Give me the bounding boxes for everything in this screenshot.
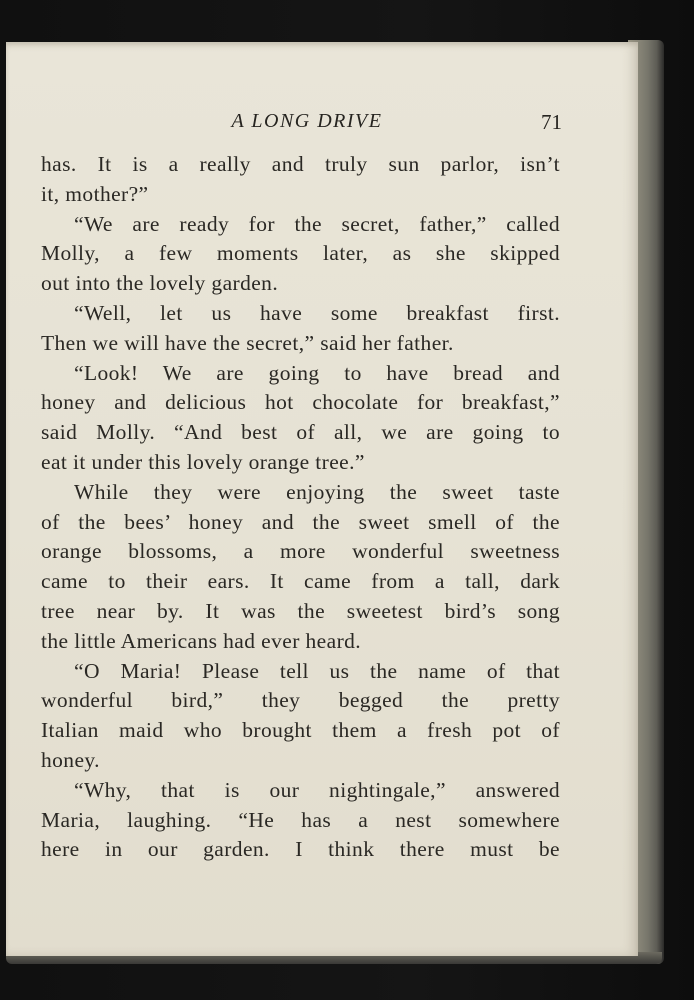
text-line: eat it under this lovely orange tree.” bbox=[41, 449, 365, 474]
text-line: Maria, laughing. “He has a nest somewhere bbox=[41, 807, 560, 832]
text-line: honey and delicious hot chocolate for breakfast,” bbox=[41, 390, 560, 415]
running-title: A LONG DRIVE bbox=[231, 110, 383, 132]
text-line: honey. bbox=[41, 747, 100, 772]
text-line: Then we will have the secret,” said her father. bbox=[41, 330, 454, 355]
text-line: of the bees’ honey and the sweet smell of the bbox=[41, 509, 560, 534]
text-line: the little Americans had ever heard. bbox=[41, 628, 362, 653]
running-header bbox=[6, 110, 638, 140]
text-line: Molly, a few moments later, as she skipped bbox=[41, 241, 560, 266]
text-line: “O Maria! Please tell us the name of that bbox=[74, 658, 560, 683]
text-line: orange blossoms, a more wonderful sweetness bbox=[41, 539, 560, 564]
text-line: While they were enjoying the sweet taste bbox=[74, 479, 560, 504]
text-line: has. It is a really and truly sun parlor, isn’t bbox=[41, 152, 560, 176]
body-text bbox=[41, 150, 560, 865]
text-line: tree near by. It was the sweetest bird’s song bbox=[41, 598, 560, 623]
text-line: said Molly. “And best of all, we are going to bbox=[41, 420, 560, 445]
text-line: “Why, that is our nightingale,” answered bbox=[74, 777, 560, 802]
text-line: Italian maid who brought them a fresh pot of bbox=[41, 718, 560, 743]
text-line: out into the lovely garden. bbox=[41, 271, 279, 296]
text-line: wonderful bird,” they begged the pretty bbox=[41, 688, 560, 713]
text-line: “Well, let us have some breakfast first. bbox=[74, 300, 560, 325]
text-line: “Look! We are going to have bread and bbox=[74, 360, 560, 385]
page-number: 71 bbox=[541, 110, 562, 134]
book-page bbox=[6, 42, 638, 956]
text-line: it, mother?” bbox=[41, 181, 149, 206]
text-line: “We are ready for the secret, father,” called bbox=[74, 211, 560, 236]
text-line: here in our garden. I think there must be bbox=[41, 837, 560, 862]
text-line: came to their ears. It came from a tall, dark bbox=[41, 569, 560, 594]
